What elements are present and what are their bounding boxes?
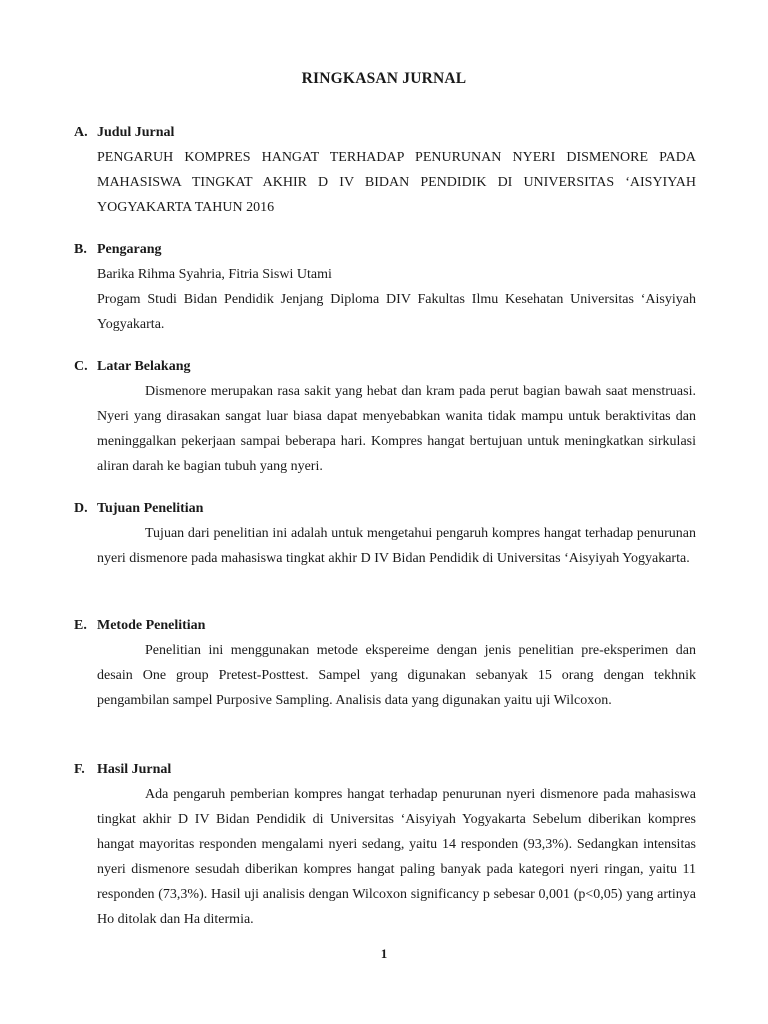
section-heading — [74, 496, 696, 521]
section-body — [97, 262, 696, 337]
page-title: RINGKASAN JURNAL — [301, 70, 467, 87]
section-judul-jurnal — [74, 120, 696, 220]
results-paragraph: Ada pengaruh pemberian kompres hangat terhadap penurunan nyeri dismenore pada mahasiswa tingkat akhir D IV Bidan Pendidik di Universitas ‘Aisyiyah Yogyakarta Sebelum diberikan kompres hangat mayoritas responden mengalami nyeri sedang, yaitu 14 responden (93,3%). Sedangkan intensitas nyeri dismenore sesudah diberikan kompres hangat paling banyak pada kategori nyeri ringan, yaitu 11 responden (73,3%). Hasil uji analisis dengan Wilcoxon significancy p sebesar 0,001 (p<0,05) yang artinya Ho ditolak dan Ha ditermia. — [97, 787, 696, 927]
method-paragraph: Penelitian ini menggunakan metode ekspereime dengan jenis penelitian pre-eksperimen dan desain One group Pretest-Posttest. Sampel yang digunakan sebanyak 15 orang dengan tekhnik pengambilan sampel Purposive Sampling. Analisis data yang digunakan yaitu uji Wilcoxon. — [97, 643, 696, 708]
section-heading-text: Judul Jurnal — [97, 125, 175, 140]
authors-text: Barika Rihma Syahria, Fitria Siswi Utami — [97, 267, 332, 282]
section-metode-penelitian — [74, 613, 696, 713]
section-body — [97, 782, 696, 932]
section-heading-text: Latar Belakang — [97, 359, 191, 374]
section-letter: C. — [74, 359, 88, 374]
section-hasil-jurnal — [74, 757, 696, 932]
section-body — [97, 145, 696, 220]
section-letter: B. — [74, 242, 87, 257]
background-paragraph: Dismenore merupakan rasa sakit yang hebat dan kram pada perut bagian bawah saat menstruasi. Nyeri yang dirasakan sangat luar biasa dapat menyebabkan wanita tidak mampu untuk beraktivitas dan meninggalkan pekerjaan sampai beberapa hari. Kompres hangat bertujuan untuk meningkatkan sirkulasi aliran darah ke bagian tubuh yang nyeri. — [97, 384, 696, 474]
section-heading — [74, 613, 696, 638]
section-latar-belakang — [74, 354, 696, 479]
section-heading — [74, 757, 696, 782]
section-heading — [74, 354, 696, 379]
section-tujuan-penelitian — [74, 496, 696, 571]
page-number: 1 — [380, 946, 388, 961]
section-letter: A. — [74, 125, 88, 140]
section-heading-text: Tujuan Penelitian — [97, 501, 204, 516]
section-heading-text: Metode Penelitian — [97, 618, 206, 633]
affiliation-text: Progam Studi Bidan Pendidik Jenjang Diploma DIV Fakultas Ilmu Kesehatan Universitas ‘Aisyiyah Yogyakarta. — [97, 292, 696, 332]
section-letter: D. — [74, 501, 88, 516]
section-heading — [74, 237, 696, 262]
section-heading — [74, 120, 696, 145]
objective-paragraph: Tujuan dari penelitian ini adalah untuk mengetahui pengaruh kompres hangat terhadap penurunan nyeri dismenore pada mahasiswa tingkat akhir D IV Bidan Pendidik di Universitas ‘Aisyiyah Yogyakarta. — [97, 526, 696, 566]
section-letter: E. — [74, 618, 87, 633]
section-body — [97, 521, 696, 571]
section-heading-text: Hasil Jurnal — [97, 762, 172, 777]
section-body — [97, 638, 696, 713]
section-heading-text: Pengarang — [97, 242, 162, 257]
journal-title-text: PENGARUH KOMPRES HANGAT TERHADAP PENURUNAN NYERI DISMENORE PADA MAHASISWA TINGKAT AKHIR D IV BIDAN PENDIDIK DI UNIVERSITAS ‘AISYIYAH YOGYAKARTA TAHUN 2016 — [97, 150, 696, 215]
section-letter: F. — [74, 762, 85, 777]
section-body — [97, 379, 696, 479]
section-pengarang — [74, 237, 696, 337]
